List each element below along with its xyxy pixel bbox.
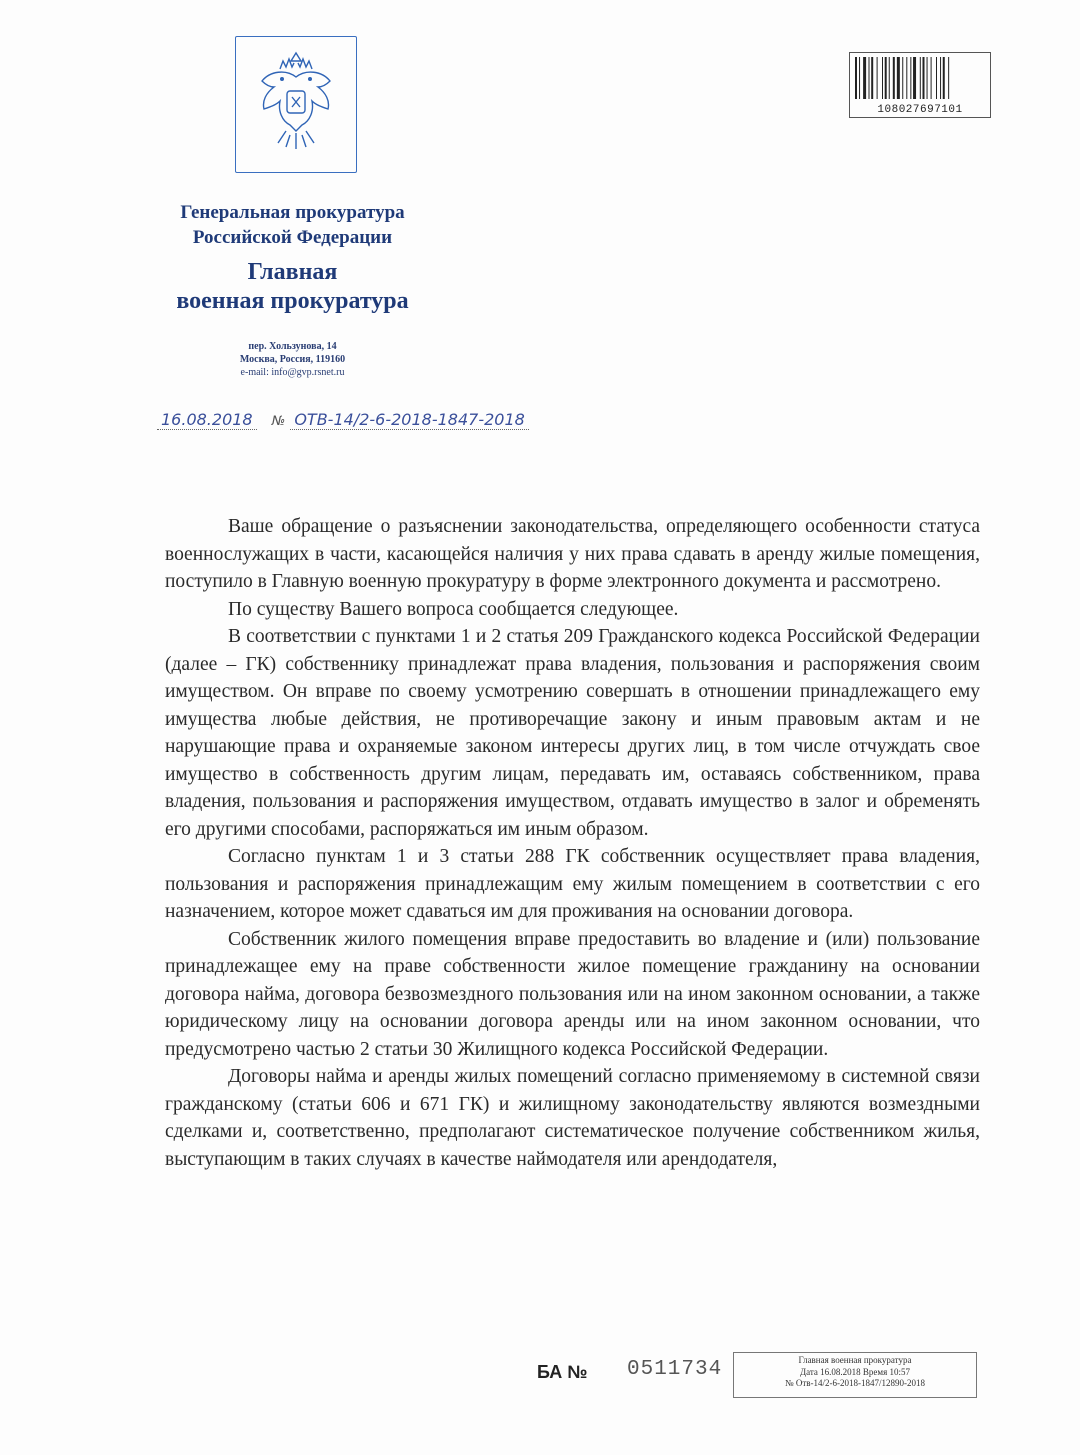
paragraph: По существу Вашего вопроса сообщается следующее. — [228, 598, 679, 620]
number-sign: № — [271, 414, 286, 429]
russian-coat-of-arms-icon — [256, 51, 336, 155]
paragraph: Ваше обращение о разъяснении законодательства, определяющего особенности статуса военнослужащих в части, касающейся наличия у них права сдавать в аренду жилые помещения, поступило в Главную военную прокуратуру в форме электронного документа и рассмотрено. — [165, 516, 980, 592]
barcode-bar — [877, 57, 878, 99]
barcode-bar — [889, 57, 890, 99]
barcode-bar — [920, 57, 921, 99]
barcode-bar — [943, 57, 945, 99]
letter-body — [165, 513, 980, 1173]
barcode-bar — [927, 57, 928, 99]
form-footer — [0, 1352, 1080, 1402]
barcode-bar — [855, 57, 857, 99]
barcode-bar — [882, 57, 883, 99]
address-line1: пер. Хользунова, 14 — [248, 341, 337, 352]
barcode-bar — [940, 57, 941, 99]
email-line: e-mail: info@gvp.rsnet.ru — [240, 367, 345, 378]
form-series-label: БА № — [537, 1362, 588, 1382]
stamp-line3: № Отв-14/2-6-2018-1847/12890-2018 — [784, 1378, 925, 1388]
office-name-line2: военная прокуратура — [176, 288, 409, 314]
org-name-line1: Генеральная прокуратура — [180, 202, 405, 223]
barcode-bar — [869, 57, 870, 99]
barcode-bar — [936, 57, 937, 99]
registration-stamp — [733, 1352, 977, 1398]
reference-date: 16.08.2018 — [157, 410, 257, 430]
barcode-bar — [863, 57, 866, 99]
document-reference — [157, 410, 529, 430]
barcode-bars — [854, 57, 986, 99]
barcode-bar — [897, 57, 900, 99]
barcode-bar — [906, 57, 907, 99]
barcode-bar — [948, 57, 949, 99]
barcode-bar — [885, 57, 887, 99]
stamp-line1: Главная военная прокуратура — [798, 1355, 912, 1365]
emblem-frame — [235, 36, 357, 173]
form-serial-number: 0511734 — [627, 1358, 723, 1381]
barcode-bar — [893, 57, 895, 99]
barcode — [849, 52, 991, 118]
paragraph: Согласно пунктам 1 и 3 статьи 288 ГК собственник осуществляет права владения, пользования и распоряжения принадлежащим ему жилым помещением в соответствии с его назначением, которое может сдаваться им для проживания на основании договора. — [165, 846, 980, 922]
paragraph: Собственник жилого помещения вправе предоставить во владение и (или) пользование принадлежащее ему на праве собственности жилое помещение гражданину на основании договора найма, договора безвозмездного пользования или на ином законном основании, а также юридическому лицу на основании договора аренды или на ином законном основании, что предусмотрено частью 2 статьи 30 Жилищного кодекса Российской Федерации. — [165, 928, 980, 1060]
barcode-number: 108027697101 — [877, 104, 963, 116]
barcode-bar — [902, 57, 903, 99]
letterhead — [145, 200, 440, 379]
barcode-bar — [931, 57, 932, 99]
barcode-bar — [871, 57, 873, 99]
address-line2: Москва, Россия, 119160 — [239, 354, 346, 365]
barcode-bar — [913, 57, 916, 99]
address-block — [145, 340, 440, 379]
paragraph: Договоры найма и аренды жилых помещений согласно применяемому в системной связи гражданскому (статьи 606 и 671 ГК) и жилищному законодательству являются возмездными сделками и, соответственно, предполагают систематическое получение собственником жилья, выступающим в таких случаях в качестве наймодателя или арендодателя, — [165, 1066, 980, 1170]
paragraph: В соответствии с пунктами 1 и 2 статья 209 Гражданского кодекса Российской Федерации (далее – ГК) собственнику принадлежат права владения, пользования и распоряжения своим имуществом. Он вправе по своему усмотрению совершать в отношении принадлежащего ему имущества любые действия, не противоречащие закону и иным правовым актам и не нарушающие права и охраняемые законом интересы других лиц, в том числе отчуждать свое имущество в собственность другим лицам, передавать им, оставаясь собственником, права владения, пользования и распоряжения имуществом, отдавать имущество в залог и обременять его другими способами, распоряжаться им иным образом. — [165, 626, 980, 840]
office-name-line1: Главная — [247, 259, 338, 285]
reference-number: ОТВ-14/2-6-2018-1847-2018 — [290, 410, 528, 430]
stamp-line2: Дата 16.08.2018 Время 10:57 — [799, 1366, 911, 1377]
org-name-line2: Российской Федерации — [192, 227, 393, 248]
barcode-bar — [910, 57, 911, 99]
barcode-bar — [859, 57, 860, 99]
barcode-bar — [923, 57, 925, 99]
